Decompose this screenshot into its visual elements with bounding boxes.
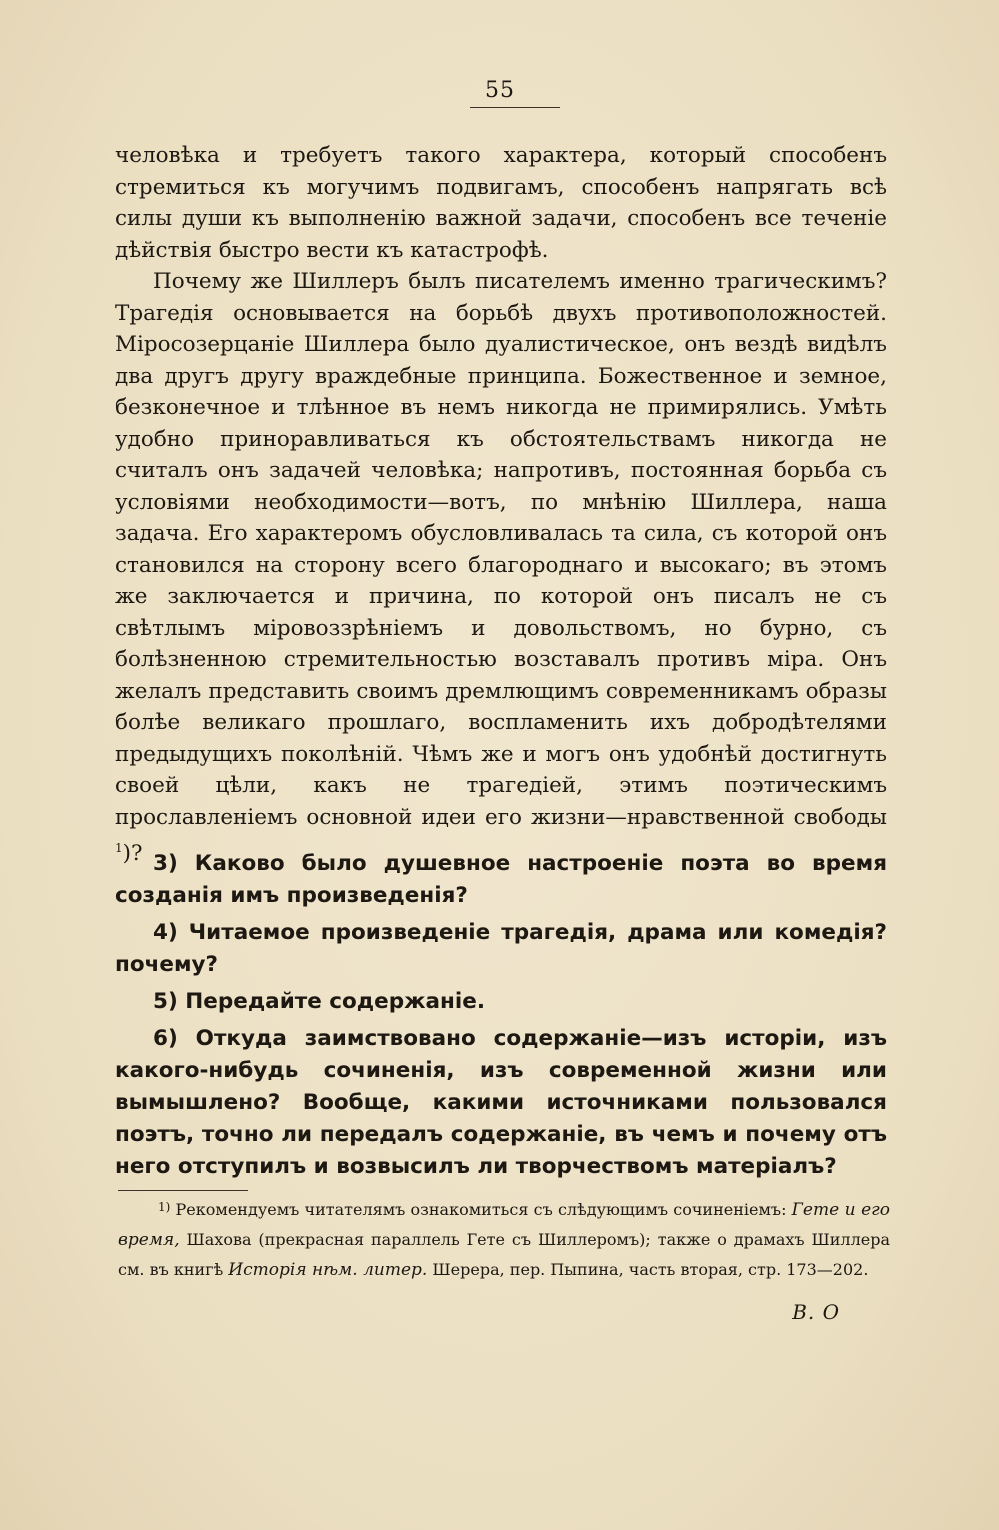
page-number-rule bbox=[470, 107, 560, 108]
questions-list bbox=[115, 848, 887, 1188]
body-text bbox=[115, 140, 887, 870]
page-number: 55 bbox=[485, 78, 515, 103]
question-item: 6) Откуда заимствовано содержаніе—изъ исторіи, изъ какого-нибудь сочиненія, изъ современной жизни или вымышлено? Вообще, какими источниками пользовался поэтъ, точно ли передалъ содержаніе, въ чемъ и почему отъ него отступилъ и возвысилъ ли творчествомъ матеріалъ? bbox=[115, 1026, 887, 1179]
footnote-text: Шерера, пер. Пыпина, часть вторая, стр. 173—202. bbox=[427, 1260, 869, 1279]
footnote-reference-tail: )? bbox=[122, 841, 143, 867]
footnote-rule bbox=[118, 1190, 248, 1191]
footnote-title: Гете и его время, bbox=[118, 1200, 890, 1250]
footnote-title: Исторія нѣм. литер. bbox=[228, 1260, 428, 1280]
question-item: 3) Каково было душевное настроеніе поэта во время созданія имъ произведенія? bbox=[115, 851, 887, 908]
footnote-text: Рекомендуемъ читателямъ ознакомиться съ слѣдующимъ сочиненіемъ: bbox=[175, 1200, 792, 1219]
paragraph: человѣка и требуетъ такого характера, который способенъ стремиться къ могучимъ подвигамъ, способенъ напрягать всѣ силы души къ выполненію важной задачи, способенъ все теченіе дѣйствія быстро вести къ катастрофѣ. bbox=[115, 143, 887, 263]
question-item: 5) Передайте содержаніе. bbox=[153, 989, 486, 1014]
question-item: 4) Читаемое произведеніе трагедія, драма или комедія? почему? bbox=[115, 920, 887, 977]
paragraph-text: Почему же Шиллеръ былъ писателемъ именно трагическимъ? Трагедія основывается на борьбѣ двухъ противоположностей. Міросозерцаніе Шиллера было дуалистическое, онъ вездѣ видѣлъ два другъ другу враждебные принципа. Божественное и земное, безконечное и тлѣнное въ немъ никогда не примирялись. Умѣть удобно приноравливаться къ обстоятельствамъ никогда не считалъ онъ задачей человѣка; напротивъ, постоянная борьба съ условіями необходимости—вотъ, по мнѣнію Шиллера, наша задача. Его характеромъ обусловливалась та сила, съ которой онъ становился на сторону всего благороднаго и высокаго; въ этомъ же заключается и причина, по которой онъ писалъ не съ свѣтлымъ міровоззрѣніемъ и довольствомъ, но бурно, съ болѣзненною стремительностью возставалъ противъ міра. Онъ желалъ представить своимъ дремлющимъ современникамъ образы болѣе великаго прошлаго, воспламенить ихъ добродѣтелями предыдущихъ поколѣній. Чѣмъ же и могъ онъ удобнѣй достигнуть своей цѣли, какъ не трагедіей, этимъ поэтическимъ прославленіемъ основной идеи его жизни—нравственной свободы bbox=[115, 269, 887, 830]
paragraph bbox=[115, 266, 887, 870]
footnote-text: Шахова (прекрасная параллель Гете съ Шиллеромъ); также о драмахъ Шиллера см. въ книгѣ bbox=[118, 1230, 890, 1279]
signature: В. О bbox=[792, 1300, 840, 1324]
footnote-reference: 1 bbox=[115, 841, 123, 855]
footnote-marker: 1) bbox=[158, 1200, 171, 1214]
footnote bbox=[118, 1192, 890, 1285]
